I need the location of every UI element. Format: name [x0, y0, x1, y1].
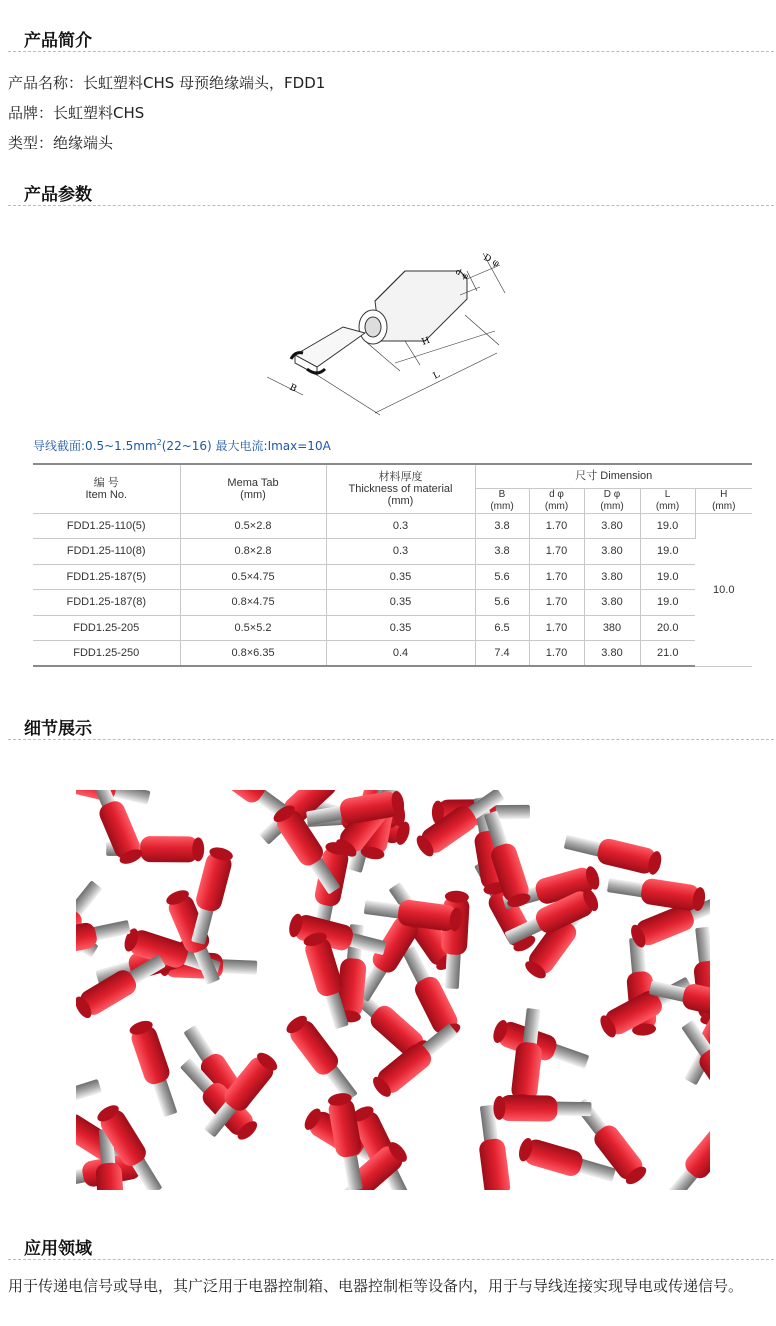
label-B: B — [287, 382, 298, 395]
product-type: 类型：绝缘端头 — [8, 134, 114, 152]
header-H: H (mm) — [695, 488, 752, 513]
section-title: 应用领域 — [24, 1239, 92, 1259]
section-title: 产品简介 — [24, 31, 92, 51]
section-title: 细节展示 — [24, 719, 92, 739]
section-header-applications — [8, 1232, 774, 1260]
table-row: FDD1.25-250 0.8×6.35 0.4 7.4 1.70 3.80 21.0 — [33, 641, 752, 667]
terminal-dimension-drawing — [255, 245, 525, 425]
header-tab: Mema Tab (mm) — [180, 464, 326, 513]
table-row: FDD1.25-187(8) 0.8×4.75 0.35 5.6 1.70 3.80 19.0 — [33, 590, 752, 616]
header-d: d φ (mm) — [529, 488, 584, 513]
section-header-params — [8, 178, 774, 206]
table-row: FDD1.25-110(5) 0.5×2.8 0.3 3.8 1.70 3.80 19.0 10.0 — [33, 513, 752, 539]
product-brand: 品牌：长虹塑料CHS — [8, 104, 145, 122]
terminal — [287, 911, 388, 961]
label-d: d φ — [454, 266, 470, 281]
section-header-intro — [8, 24, 774, 52]
terminal — [510, 1007, 547, 1107]
label-H: H — [420, 335, 432, 348]
table-row: FDD1.25-110(8) 0.8×2.8 0.3 3.8 1.70 3.80 19.0 — [33, 539, 752, 565]
terminal — [283, 1012, 363, 1106]
section-title: 产品参数 — [24, 185, 92, 205]
header-dimension: 尺寸 Dimension — [475, 464, 752, 488]
table-row: FDD1.25-187(5) 0.5×4.75 0.35 5.6 1.70 3.80 19.0 — [33, 564, 752, 590]
section-header-details — [8, 712, 774, 740]
table-row: FDD1.25-205 0.5×5.2 0.35 6.5 1.70 380 20.0 — [33, 615, 752, 641]
terminal — [660, 1116, 710, 1190]
header-item-no: 编 号 Item No. — [33, 464, 180, 513]
terminal — [127, 1018, 183, 1119]
header-B: B (mm) — [475, 488, 529, 513]
terminal — [606, 872, 707, 913]
label-L: L — [431, 370, 442, 382]
terminals-image — [76, 790, 710, 1190]
applications-text: 用于传递电信号或导电，其广泛用于电器控制箱、电器控制柜等设备内，用于与导线连接实现导电或传递信号。 — [8, 1277, 744, 1295]
spec-table — [33, 463, 752, 667]
header-L: L (mm) — [640, 488, 695, 513]
product-name: 产品名称：长虹塑料CHS 母预绝缘端头，FDD1 — [8, 74, 326, 92]
product-photo — [76, 790, 710, 1190]
header-thickness: 材料厚度 Thickness of material (mm) — [326, 464, 475, 513]
table-caption: 导线截面$:0.5\sim 1.5mm^2(22\sim 16)$ 最大电流:Imax=10A — [33, 438, 331, 453]
H-value: 10.0 — [695, 513, 752, 666]
terminal — [493, 1095, 591, 1122]
terminal — [76, 949, 169, 1021]
label-D: D φ — [481, 252, 501, 270]
terminal — [490, 1017, 591, 1074]
header-D: D φ (mm) — [584, 488, 640, 513]
